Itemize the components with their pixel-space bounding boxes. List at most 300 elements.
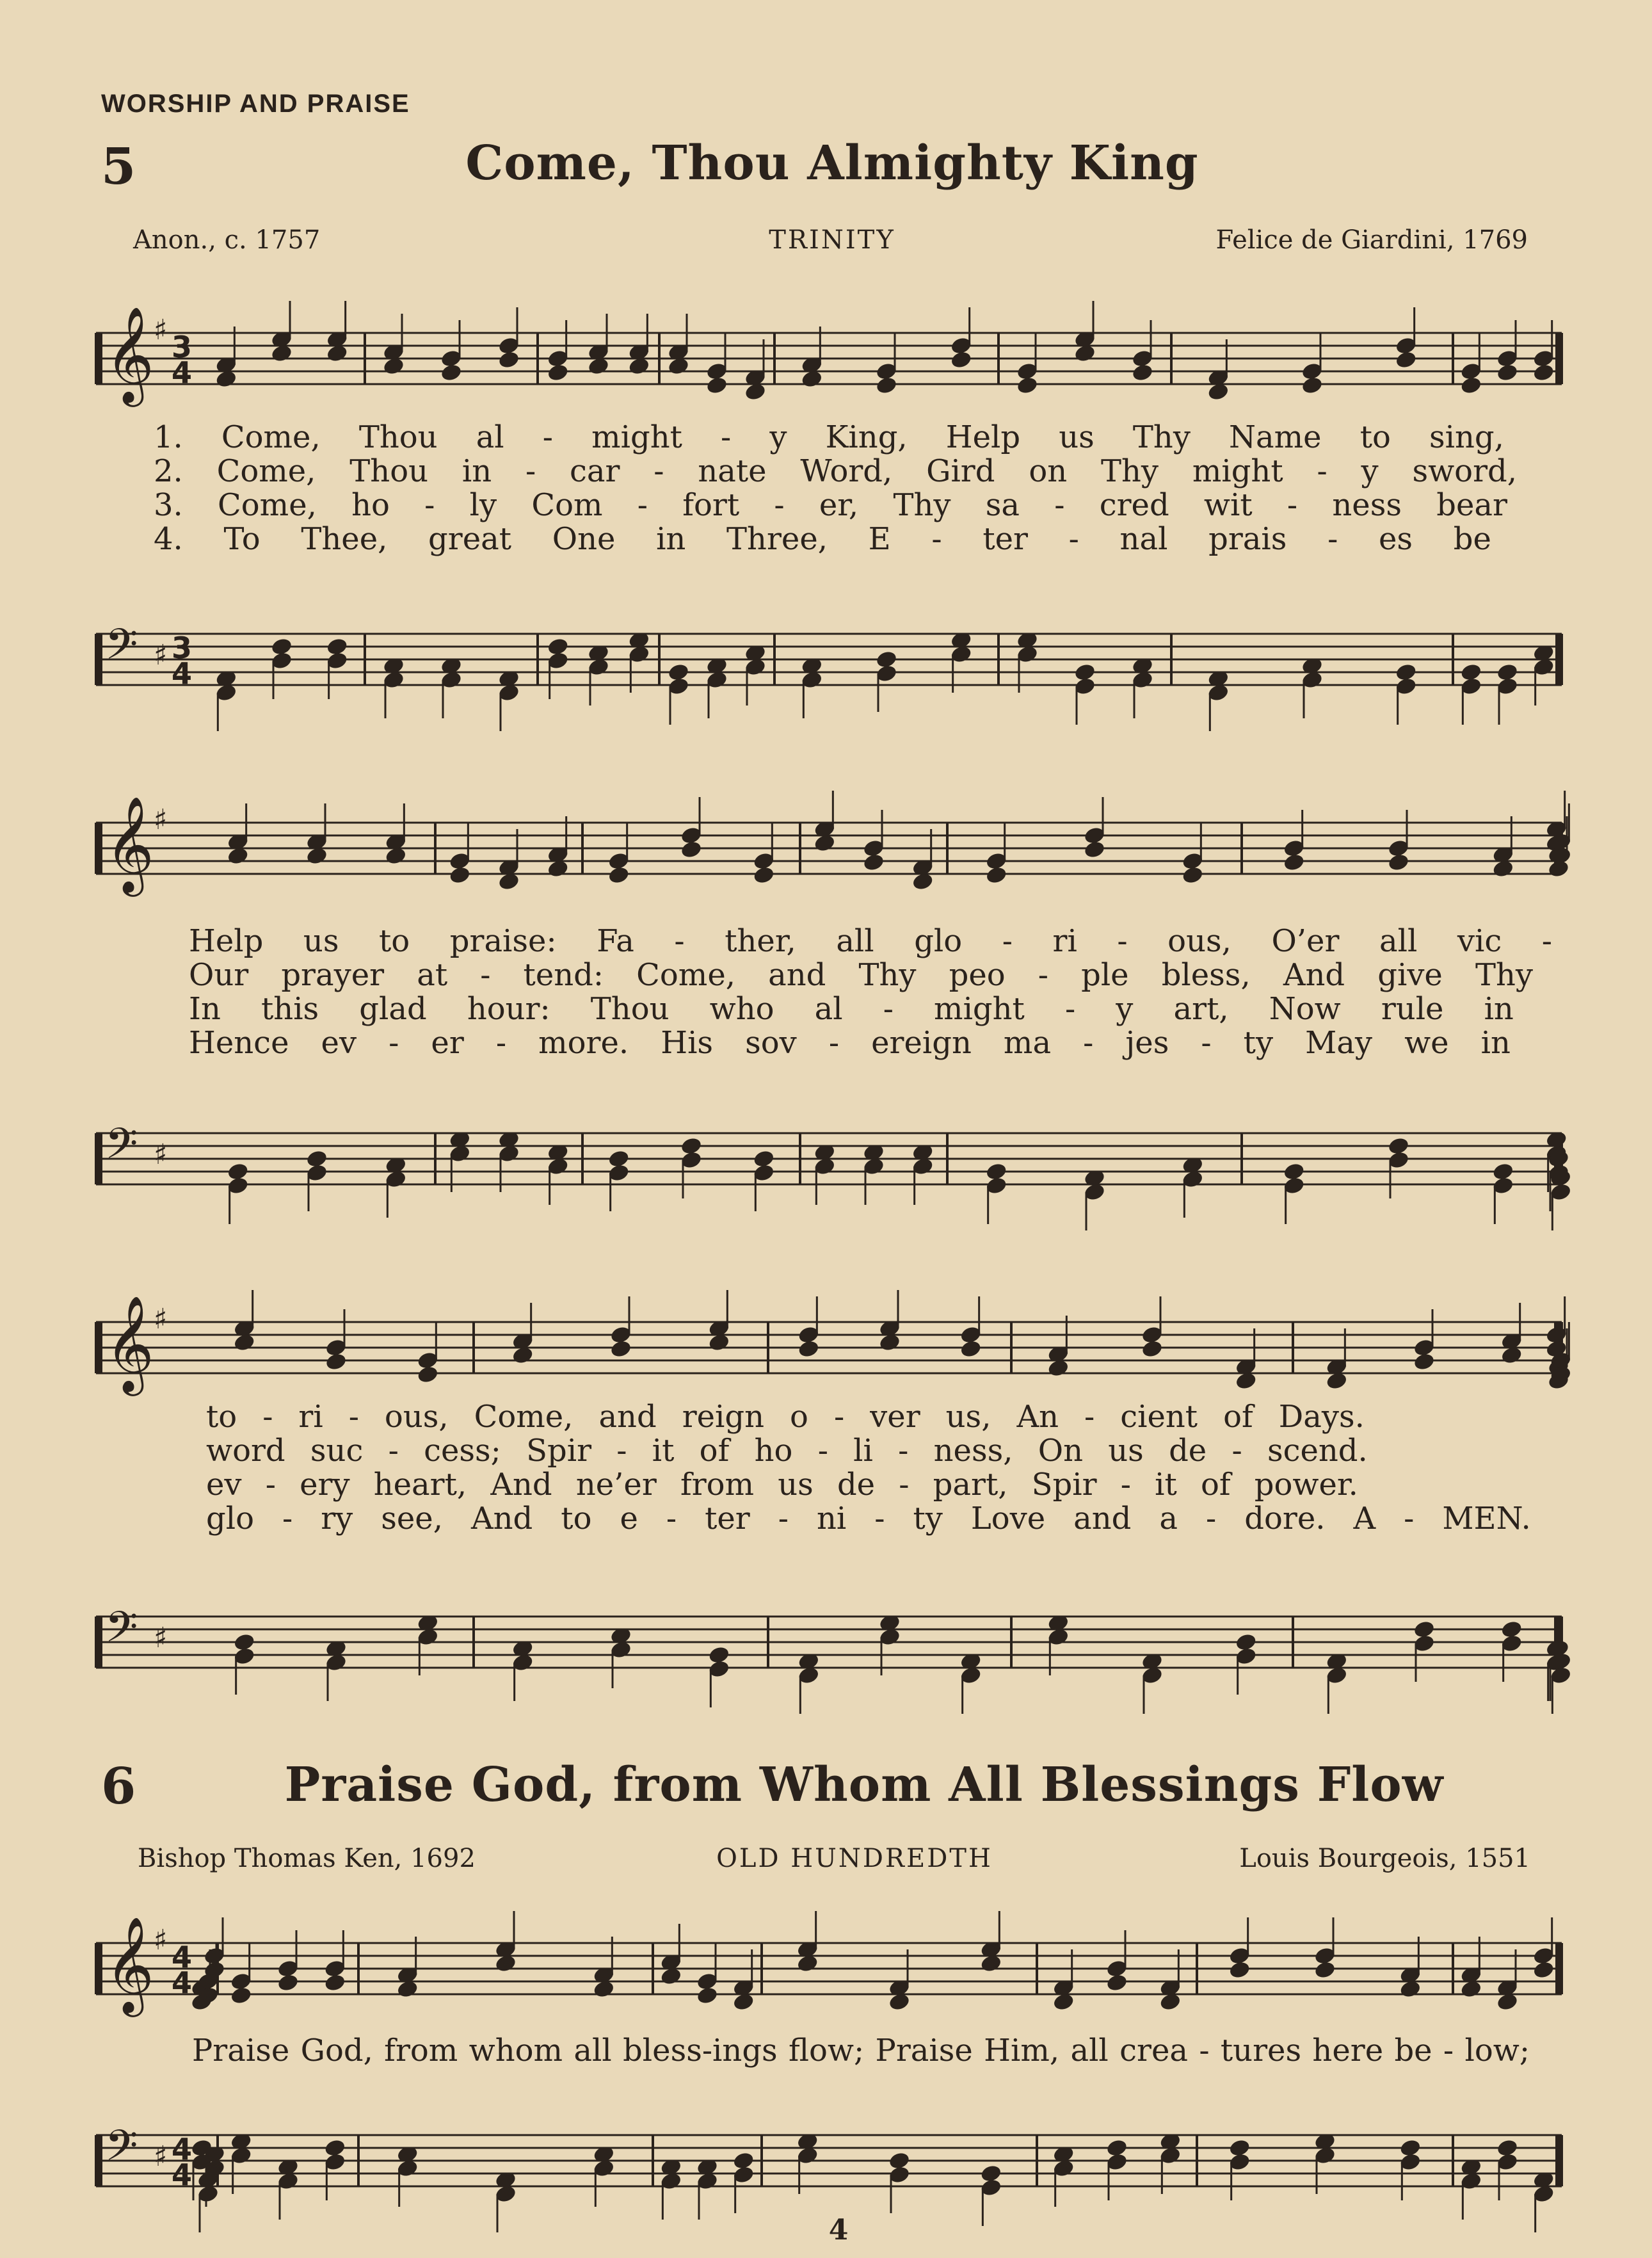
notehead xyxy=(1387,853,1410,873)
lyric-line xyxy=(154,521,1491,557)
notehead xyxy=(1283,853,1306,873)
lyric-syllable: al xyxy=(476,419,504,455)
lyric-syllable: great xyxy=(428,521,512,557)
lyric-syllable: - xyxy=(1541,923,1552,959)
lyric-syllable: peo xyxy=(949,957,1006,993)
notehead xyxy=(1459,376,1482,396)
lyric-syllable: Name xyxy=(1229,419,1322,455)
hymn-title: Come, Thou Almighty King xyxy=(465,136,1199,191)
lyric-syllable: 1. xyxy=(154,419,183,455)
lyric-syllable: low; xyxy=(1464,2033,1530,2068)
time-signature-bottom: 4 xyxy=(172,656,193,691)
lyric-syllable: sa xyxy=(985,487,1020,523)
lyric-syllable: May xyxy=(1305,1025,1373,1061)
treble-clef-icon: 𝄞 xyxy=(105,795,154,892)
lyric-line xyxy=(206,1467,1358,1503)
treble-clef-icon: 𝄞 xyxy=(105,1915,154,2013)
lyric-syllable: y xyxy=(1361,453,1379,489)
lyric-syllable: reign xyxy=(682,1399,765,1435)
lyric-syllable: and xyxy=(768,957,826,993)
lyric-syllable: ous, xyxy=(384,1399,449,1435)
lyric-syllable: suc xyxy=(310,1433,364,1469)
notehead xyxy=(797,1339,820,1359)
lyric-syllable: give xyxy=(1377,957,1443,993)
lyric-syllable: ther, xyxy=(725,923,796,959)
lyric-syllable: we xyxy=(1404,1025,1449,1061)
lyric-syllable: - xyxy=(931,521,942,557)
lyric-syllable: might xyxy=(1192,453,1283,489)
lyric-syllable: ev xyxy=(206,1467,242,1503)
lyric-syllable: us xyxy=(303,923,339,959)
lyric-syllable: prais xyxy=(1208,521,1287,557)
lyric-syllable: - xyxy=(674,923,685,959)
notehead xyxy=(277,1973,300,1993)
lyric-syllable: de xyxy=(1169,1433,1207,1469)
lyric-syllable: - xyxy=(1068,521,1079,557)
sharp-icon: ♯ xyxy=(154,1138,168,1171)
lyric-syllable: cred xyxy=(1099,487,1169,523)
treble-staff xyxy=(96,795,1562,892)
bass-clef-icon: 𝄢 xyxy=(105,1602,138,1662)
notehead xyxy=(1532,363,1555,383)
lyric-syllable: Now xyxy=(1269,991,1341,1027)
lyric-syllable: - xyxy=(1317,453,1327,489)
lyric-syllable: whom xyxy=(469,2033,563,2068)
notehead xyxy=(230,1986,253,2006)
notehead xyxy=(705,376,728,396)
notehead xyxy=(959,1339,982,1359)
lyric-syllable: - xyxy=(1206,1501,1217,1536)
lyric-syllable: - xyxy=(265,1467,276,1503)
lyric-syllable: Come, xyxy=(221,419,321,455)
lyric-syllable: see, xyxy=(381,1501,443,1536)
notehead xyxy=(323,1973,346,1993)
notehead xyxy=(609,1339,632,1359)
bass-staff xyxy=(96,2109,1562,2199)
lyric-syllable: praise: xyxy=(449,923,557,959)
lyric-syllable: ho xyxy=(754,1433,793,1469)
notehead xyxy=(985,866,1008,885)
lyric-syllable: Three, xyxy=(726,521,828,557)
lyric-syllable: tures xyxy=(1220,2033,1302,2068)
lyric-syllable: On xyxy=(1038,1433,1083,1469)
lyric-syllable: Com xyxy=(531,487,603,523)
notehead xyxy=(752,866,775,885)
lyric-syllable: scend. xyxy=(1267,1433,1368,1469)
lyric-syllable: of xyxy=(1200,1467,1231,1503)
lyric-syllable: Thy xyxy=(858,957,917,993)
lyric-syllable: ery xyxy=(300,1467,350,1503)
lyric-syllable: Help xyxy=(945,419,1021,455)
notehead xyxy=(448,866,471,885)
lyric-syllable: A xyxy=(1353,1501,1376,1536)
lyric-syllable: and xyxy=(1073,1501,1132,1536)
lyric-line xyxy=(154,487,1507,523)
lyric-syllable: - xyxy=(1231,1433,1242,1469)
lyric-syllable: to xyxy=(206,1399,237,1435)
lyric-syllable: - xyxy=(874,1501,885,1536)
bass-staff xyxy=(96,608,1562,698)
lyric-syllable: - xyxy=(778,1501,789,1536)
lyric-syllable: - xyxy=(1201,1025,1212,1061)
notehead xyxy=(416,1365,439,1385)
lyric-syllable: o xyxy=(790,1399,808,1435)
lyric-syllable: Him, xyxy=(984,2033,1060,2068)
notehead xyxy=(680,840,703,860)
lyric-line xyxy=(189,957,1533,993)
lyric-syllable: hour: xyxy=(467,991,550,1027)
lyric-syllable: at xyxy=(417,957,448,993)
lyric-syllable: - xyxy=(389,1025,399,1061)
lyric-syllable: us xyxy=(1059,419,1095,455)
lyric-syllable: - xyxy=(1443,2033,1454,2068)
lyric-syllable: ri xyxy=(1052,923,1077,959)
lyric-line xyxy=(206,1433,1368,1469)
lyric-syllable: Come, xyxy=(218,487,317,523)
lyric-syllable: Thy xyxy=(1100,453,1159,489)
lyric-line xyxy=(189,923,1552,959)
lyric-syllable: cess; xyxy=(424,1433,501,1469)
sharp-icon: ♯ xyxy=(154,639,168,672)
lyric-syllable: in xyxy=(461,453,492,489)
lyric-syllable: - xyxy=(666,1501,677,1536)
lyric-syllable: - xyxy=(883,991,894,1027)
lyric-line xyxy=(189,991,1514,1027)
lyric-syllable: this xyxy=(261,991,319,1027)
lyric-syllable: ne’er xyxy=(575,1467,657,1503)
lyric-syllable: Thy xyxy=(1475,957,1533,993)
lyric-syllable: ri xyxy=(298,1399,323,1435)
lyric-syllable: all xyxy=(836,923,874,959)
notehead xyxy=(875,376,898,396)
lyric-syllable: ous, xyxy=(1167,923,1231,959)
lyric-syllable: part, xyxy=(933,1467,1008,1503)
lyric-syllable: - xyxy=(828,1025,840,1061)
lyric-syllable: us xyxy=(778,1467,814,1503)
lyric-syllable: Our xyxy=(189,957,249,993)
lyric-syllable: might xyxy=(591,419,682,455)
lyric-syllable: er, xyxy=(819,487,859,523)
lyric-syllable: ty xyxy=(1243,1025,1274,1061)
lyric-syllable: - xyxy=(1038,957,1048,993)
notehead xyxy=(1413,1352,1436,1372)
lyric-syllable: Love xyxy=(970,1501,1046,1536)
lyric-syllable: us, xyxy=(945,1399,991,1435)
lyric-syllable: er xyxy=(431,1025,464,1061)
lyric-syllable: all xyxy=(1379,923,1418,959)
lyric-syllable: of xyxy=(699,1433,730,1469)
lyric-syllable: ty xyxy=(913,1501,943,1536)
lyric-syllable: in xyxy=(1480,1025,1511,1061)
section-heading: WORSHIP AND PRAISE xyxy=(101,90,410,118)
lyric-syllable: ho xyxy=(351,487,390,523)
lyric-syllable: bless-ings xyxy=(623,2033,778,2068)
lyric-line xyxy=(206,1501,1531,1536)
notehead xyxy=(1301,376,1324,396)
lyric-syllable: Thou xyxy=(349,453,429,489)
notehead xyxy=(1313,1960,1336,1980)
bass-clef-icon: 𝄢 xyxy=(105,620,138,679)
lyric-syllable: e xyxy=(620,1501,638,1536)
lyric-syllable: - xyxy=(480,957,491,993)
lyric-syllable: God, xyxy=(300,2033,373,2068)
lyric-syllable: in xyxy=(656,521,686,557)
lyric-syllable: 3. xyxy=(154,487,183,523)
lyric-syllable: - xyxy=(348,1399,359,1435)
lyric-syllable: all xyxy=(573,2033,612,2068)
lyric-syllable: might xyxy=(934,991,1025,1027)
lyric-syllable: - xyxy=(1084,1399,1095,1435)
notehead xyxy=(696,1986,719,2006)
sharp-icon: ♯ xyxy=(154,1924,168,1956)
lyric-syllable: cient xyxy=(1120,1399,1198,1435)
lyric-syllable: sov xyxy=(745,1025,797,1061)
lyric-syllable: ev xyxy=(321,1025,357,1061)
notehead xyxy=(950,350,973,370)
lyric-syllable: - xyxy=(1054,487,1065,523)
lyric-syllable: - xyxy=(495,1025,507,1061)
lyric-syllable: Thy xyxy=(1132,419,1191,455)
lyric-syllable: li xyxy=(853,1433,873,1469)
lyric-syllable: - xyxy=(637,487,648,523)
lyric-syllable: MEN. xyxy=(1442,1501,1531,1536)
notehead xyxy=(547,363,570,383)
notehead xyxy=(440,363,463,383)
lyric-syllable: in xyxy=(1484,991,1514,1027)
lyric-syllable: Thee, xyxy=(301,521,388,557)
sharp-icon: ♯ xyxy=(154,1622,168,1654)
lyric-syllable: In xyxy=(189,991,221,1027)
lyric-syllable: Days. xyxy=(1278,1399,1365,1435)
lyric-syllable: Spir xyxy=(526,1433,592,1469)
lyric-syllable: nal xyxy=(1119,521,1168,557)
lyric-syllable: An xyxy=(1016,1399,1059,1435)
lyric-syllable: from xyxy=(680,1467,755,1503)
lyric-syllable: - xyxy=(424,487,435,523)
lyric-syllable: - xyxy=(1120,1467,1131,1503)
lyric-syllable: 4. xyxy=(154,521,183,557)
lyric-syllable: who xyxy=(709,991,774,1027)
lyric-line xyxy=(192,2033,1530,2068)
lyric-syllable: from xyxy=(384,2033,458,2068)
lyric-syllable: on xyxy=(1029,453,1068,489)
music-credit: Felice de Giardini, 1769 xyxy=(1215,225,1528,255)
time-signature-top: 4 xyxy=(172,2132,193,2166)
notehead xyxy=(1141,1339,1164,1359)
lyric-syllable: to xyxy=(1359,419,1391,455)
lyric-syllable: - xyxy=(616,1433,627,1469)
lyric-syllable: ma xyxy=(1003,1025,1052,1061)
lyric-syllable: - xyxy=(1117,923,1128,959)
lyric-syllable: vic xyxy=(1457,923,1502,959)
music-credit: Louis Bourgeois, 1551 xyxy=(1239,1844,1530,1873)
lyric-syllable: 2. xyxy=(154,453,183,489)
lyric-syllable: ter xyxy=(705,1501,750,1536)
notehead xyxy=(325,1352,348,1372)
notehead xyxy=(862,853,885,873)
lyric-syllable: and xyxy=(598,1399,657,1435)
lyric-syllable: One xyxy=(552,521,616,557)
lyric-syllable: to xyxy=(561,1501,592,1536)
words-credit: Anon., c. 1757 xyxy=(133,225,321,255)
lyric-syllable: Praise xyxy=(192,2033,290,2068)
lyric-syllable: es xyxy=(1379,521,1413,557)
lyric-syllable: - xyxy=(898,1433,909,1469)
lyric-syllable: here xyxy=(1312,2033,1384,2068)
lyric-syllable: rule xyxy=(1381,991,1444,1027)
lyric-syllable: King, xyxy=(825,419,908,455)
lyric-syllable: wit xyxy=(1203,487,1253,523)
lyric-syllable: ness xyxy=(1332,487,1402,523)
lyric-syllable: heart, xyxy=(373,1467,467,1503)
treble-clef-icon: 𝄞 xyxy=(105,305,154,403)
lyric-syllable: - xyxy=(542,419,553,455)
notehead xyxy=(1532,1960,1555,1980)
sharp-icon: ♯ xyxy=(154,1303,168,1335)
bass-staff xyxy=(96,1591,1562,1681)
lyric-syllable: ni xyxy=(816,1501,847,1536)
lyric-syllable: art, xyxy=(1173,991,1229,1027)
lyric-syllable: Spir xyxy=(1031,1467,1097,1503)
lyric-syllable: - xyxy=(817,1433,828,1469)
lyric-line xyxy=(154,419,1504,455)
notehead xyxy=(607,866,630,885)
notehead xyxy=(1496,363,1519,383)
lyric-syllable: us xyxy=(1108,1433,1144,1469)
lyric-syllable: ereign xyxy=(871,1025,972,1061)
notehead xyxy=(1395,350,1418,370)
lyric-syllable: ly xyxy=(469,487,497,523)
lyric-syllable: of xyxy=(1223,1399,1253,1435)
lyric-syllable: glo xyxy=(206,1501,254,1536)
lyric-syllable: His xyxy=(661,1025,714,1061)
lyric-syllable: be xyxy=(1453,521,1491,557)
treble-staff xyxy=(96,1294,1562,1392)
sharp-icon: ♯ xyxy=(154,314,168,346)
lyric-syllable: - xyxy=(774,487,785,523)
lyric-syllable: more. xyxy=(538,1025,629,1061)
lyric-syllable: ple xyxy=(1081,957,1129,993)
lyric-syllable: - xyxy=(1199,2033,1210,2068)
lyric-syllable: it xyxy=(1155,1467,1177,1503)
lyric-syllable: bear xyxy=(1436,487,1507,523)
lyric-syllable: ry xyxy=(321,1501,353,1536)
hymn-number: 6 xyxy=(101,1757,136,1816)
time-signature-bottom: 4 xyxy=(172,1965,193,2000)
lyric-syllable: Gird xyxy=(926,453,995,489)
notehead xyxy=(497,350,520,370)
lyric-syllable: y xyxy=(1116,991,1134,1027)
lyric-syllable: - xyxy=(1287,487,1298,523)
lyric-syllable: - xyxy=(388,1433,399,1469)
lyric-syllable: Hence xyxy=(189,1025,289,1061)
lyric-syllable: And xyxy=(470,1501,533,1536)
lyric-syllable: prayer xyxy=(281,957,385,993)
lyric-syllable: - xyxy=(1064,991,1076,1027)
lyric-syllable: - xyxy=(282,1501,293,1536)
hymn-title: Praise God, from Whom All Blessings Flow xyxy=(284,1757,1444,1812)
notehead xyxy=(1228,1960,1251,1980)
sharp-icon: ♯ xyxy=(154,803,168,836)
lyric-syllable: all xyxy=(1070,2033,1109,2068)
lyric-syllable: nate xyxy=(698,453,767,489)
lyric-syllable: Thy xyxy=(893,487,951,523)
lyric-syllable: bless, xyxy=(1161,957,1251,993)
time-signature-bottom: 4 xyxy=(172,2157,193,2192)
lyric-syllable: - xyxy=(833,1399,845,1435)
lyric-syllable: al xyxy=(814,991,843,1027)
treble-staff xyxy=(96,305,1562,403)
lyric-syllable: crea xyxy=(1119,2033,1188,2068)
bass-clef-icon: 𝄢 xyxy=(105,1119,138,1179)
lyric-syllable: Help xyxy=(189,923,264,959)
lyric-syllable: glo xyxy=(914,923,963,959)
lyric-syllable: - xyxy=(1083,1025,1094,1061)
lyric-syllable: - xyxy=(262,1399,273,1435)
lyric-syllable: it xyxy=(652,1433,675,1469)
lyric-syllable: O’er xyxy=(1271,923,1340,959)
time-signature-top: 4 xyxy=(172,1940,193,1974)
lyric-syllable: Thou xyxy=(590,991,670,1027)
treble-clef-icon: 𝄞 xyxy=(105,1294,154,1392)
lyric-syllable: word xyxy=(206,1433,285,1469)
lyric-syllable: - xyxy=(1404,1501,1415,1536)
time-signature-bottom: 4 xyxy=(172,355,193,390)
tune-name: TRINITY xyxy=(769,225,895,255)
lyric-syllable: And xyxy=(490,1467,552,1503)
lyric-syllable: car xyxy=(569,453,620,489)
treble-staff xyxy=(96,1915,1562,2013)
lyric-line xyxy=(154,453,1517,489)
lyric-syllable: a xyxy=(1159,1501,1178,1536)
lyric-syllable: E xyxy=(868,521,891,557)
lyric-line xyxy=(189,1025,1511,1061)
lyric-syllable: - xyxy=(721,419,732,455)
lyric-syllable: To xyxy=(223,521,261,557)
lyric-syllable: Word, xyxy=(800,453,893,489)
lyric-syllable: Come, xyxy=(474,1399,573,1435)
bass-clef-icon: 𝄢 xyxy=(105,2121,138,2181)
lyric-syllable: de xyxy=(837,1467,876,1503)
lyric-syllable: Praise xyxy=(875,2033,973,2068)
notehead xyxy=(1016,376,1039,396)
lyric-syllable: - xyxy=(899,1467,910,1503)
lyric-syllable: jes xyxy=(1125,1025,1169,1061)
page-number: 4 xyxy=(828,2214,849,2246)
lyric-syllable: glad xyxy=(359,991,427,1027)
lyric-syllable: ness, xyxy=(933,1433,1013,1469)
tune-name: OLD HUNDREDTH xyxy=(716,1844,993,1873)
lyric-syllable: sing, xyxy=(1429,419,1504,455)
notehead xyxy=(1105,1973,1128,1993)
lyric-syllable: tend: xyxy=(523,957,604,993)
lyric-syllable: - xyxy=(525,453,536,489)
sharp-icon: ♯ xyxy=(154,2140,168,2173)
lyric-syllable: dore. xyxy=(1244,1501,1326,1536)
lyric-syllable: - xyxy=(1002,923,1013,959)
bass-staff xyxy=(96,1108,1562,1197)
lyric-syllable: fort xyxy=(682,487,740,523)
lyric-syllable: Come, xyxy=(636,957,735,993)
words-credit: Bishop Thomas Ken, 1692 xyxy=(138,1844,476,1873)
lyric-syllable: be xyxy=(1394,2033,1432,2068)
lyric-syllable: Come, xyxy=(216,453,316,489)
lyric-syllable: - xyxy=(654,453,664,489)
hymn-number: 5 xyxy=(101,138,136,196)
lyric-syllable: And xyxy=(1283,957,1345,993)
lyric-line xyxy=(206,1399,1365,1435)
lyric-syllable: - xyxy=(1327,521,1338,557)
